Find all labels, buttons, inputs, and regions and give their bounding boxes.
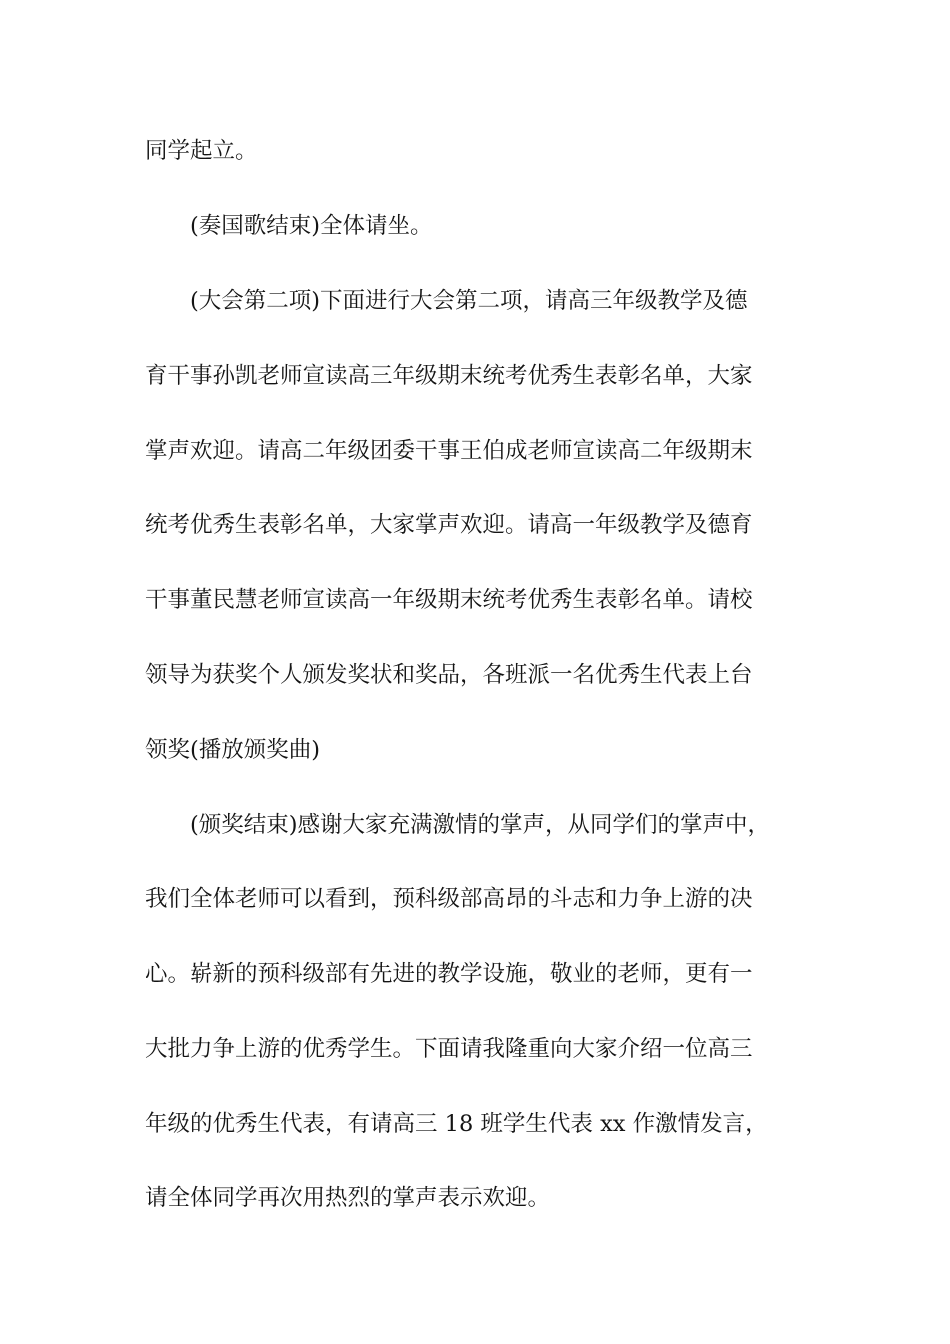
text-line: 年级的优秀生代表，有请高三 18 班学生代表 xx 作激情发言， [145,1111,768,1137]
text-line: 大批力争上游的优秀学生。下面请我隆重向大家介绍一位高三 [145,1036,753,1062]
text-line: 请全体同学再次用热烈的掌声表示欢迎。 [145,1185,551,1211]
text-line: 心。崭新的预科级部有先进的教学设施，敬业的老师，更有一 [145,961,753,987]
text-line: 统考优秀生表彰名单，大家掌声欢迎。请高一年级教学及德育 [145,512,753,538]
paragraph-first-line: (大会第二项)下面进行大会第二项，请高三年级教学及德 [190,288,748,314]
text-line: 同学起立。 [145,138,258,164]
text-line: 干事董民慧老师宣读高一年级期末统考优秀生表彰名单。请校 [145,587,753,613]
paragraph-first-line: (奏国歌结束)全体请坐。 [190,213,433,239]
text-line: 掌声欢迎。请高二年级团委干事王伯成老师宣读高二年级期末 [145,438,753,464]
text-line: 领奖(播放颁奖曲) [145,737,321,763]
text-line: 领导为获奖个人颁发奖状和奖品，各班派一名优秀生代表上台 [145,662,753,688]
paragraph-first-line: (颁奖结束)感谢大家充满激情的掌声，从同学们的掌声中， [190,812,771,838]
text-line: 育干事孙凯老师宣读高三年级期末统考优秀生表彰名单，大家 [145,363,753,389]
text-line: 我们全体老师可以看到，预科级部高昂的斗志和力争上游的决 [145,886,753,912]
